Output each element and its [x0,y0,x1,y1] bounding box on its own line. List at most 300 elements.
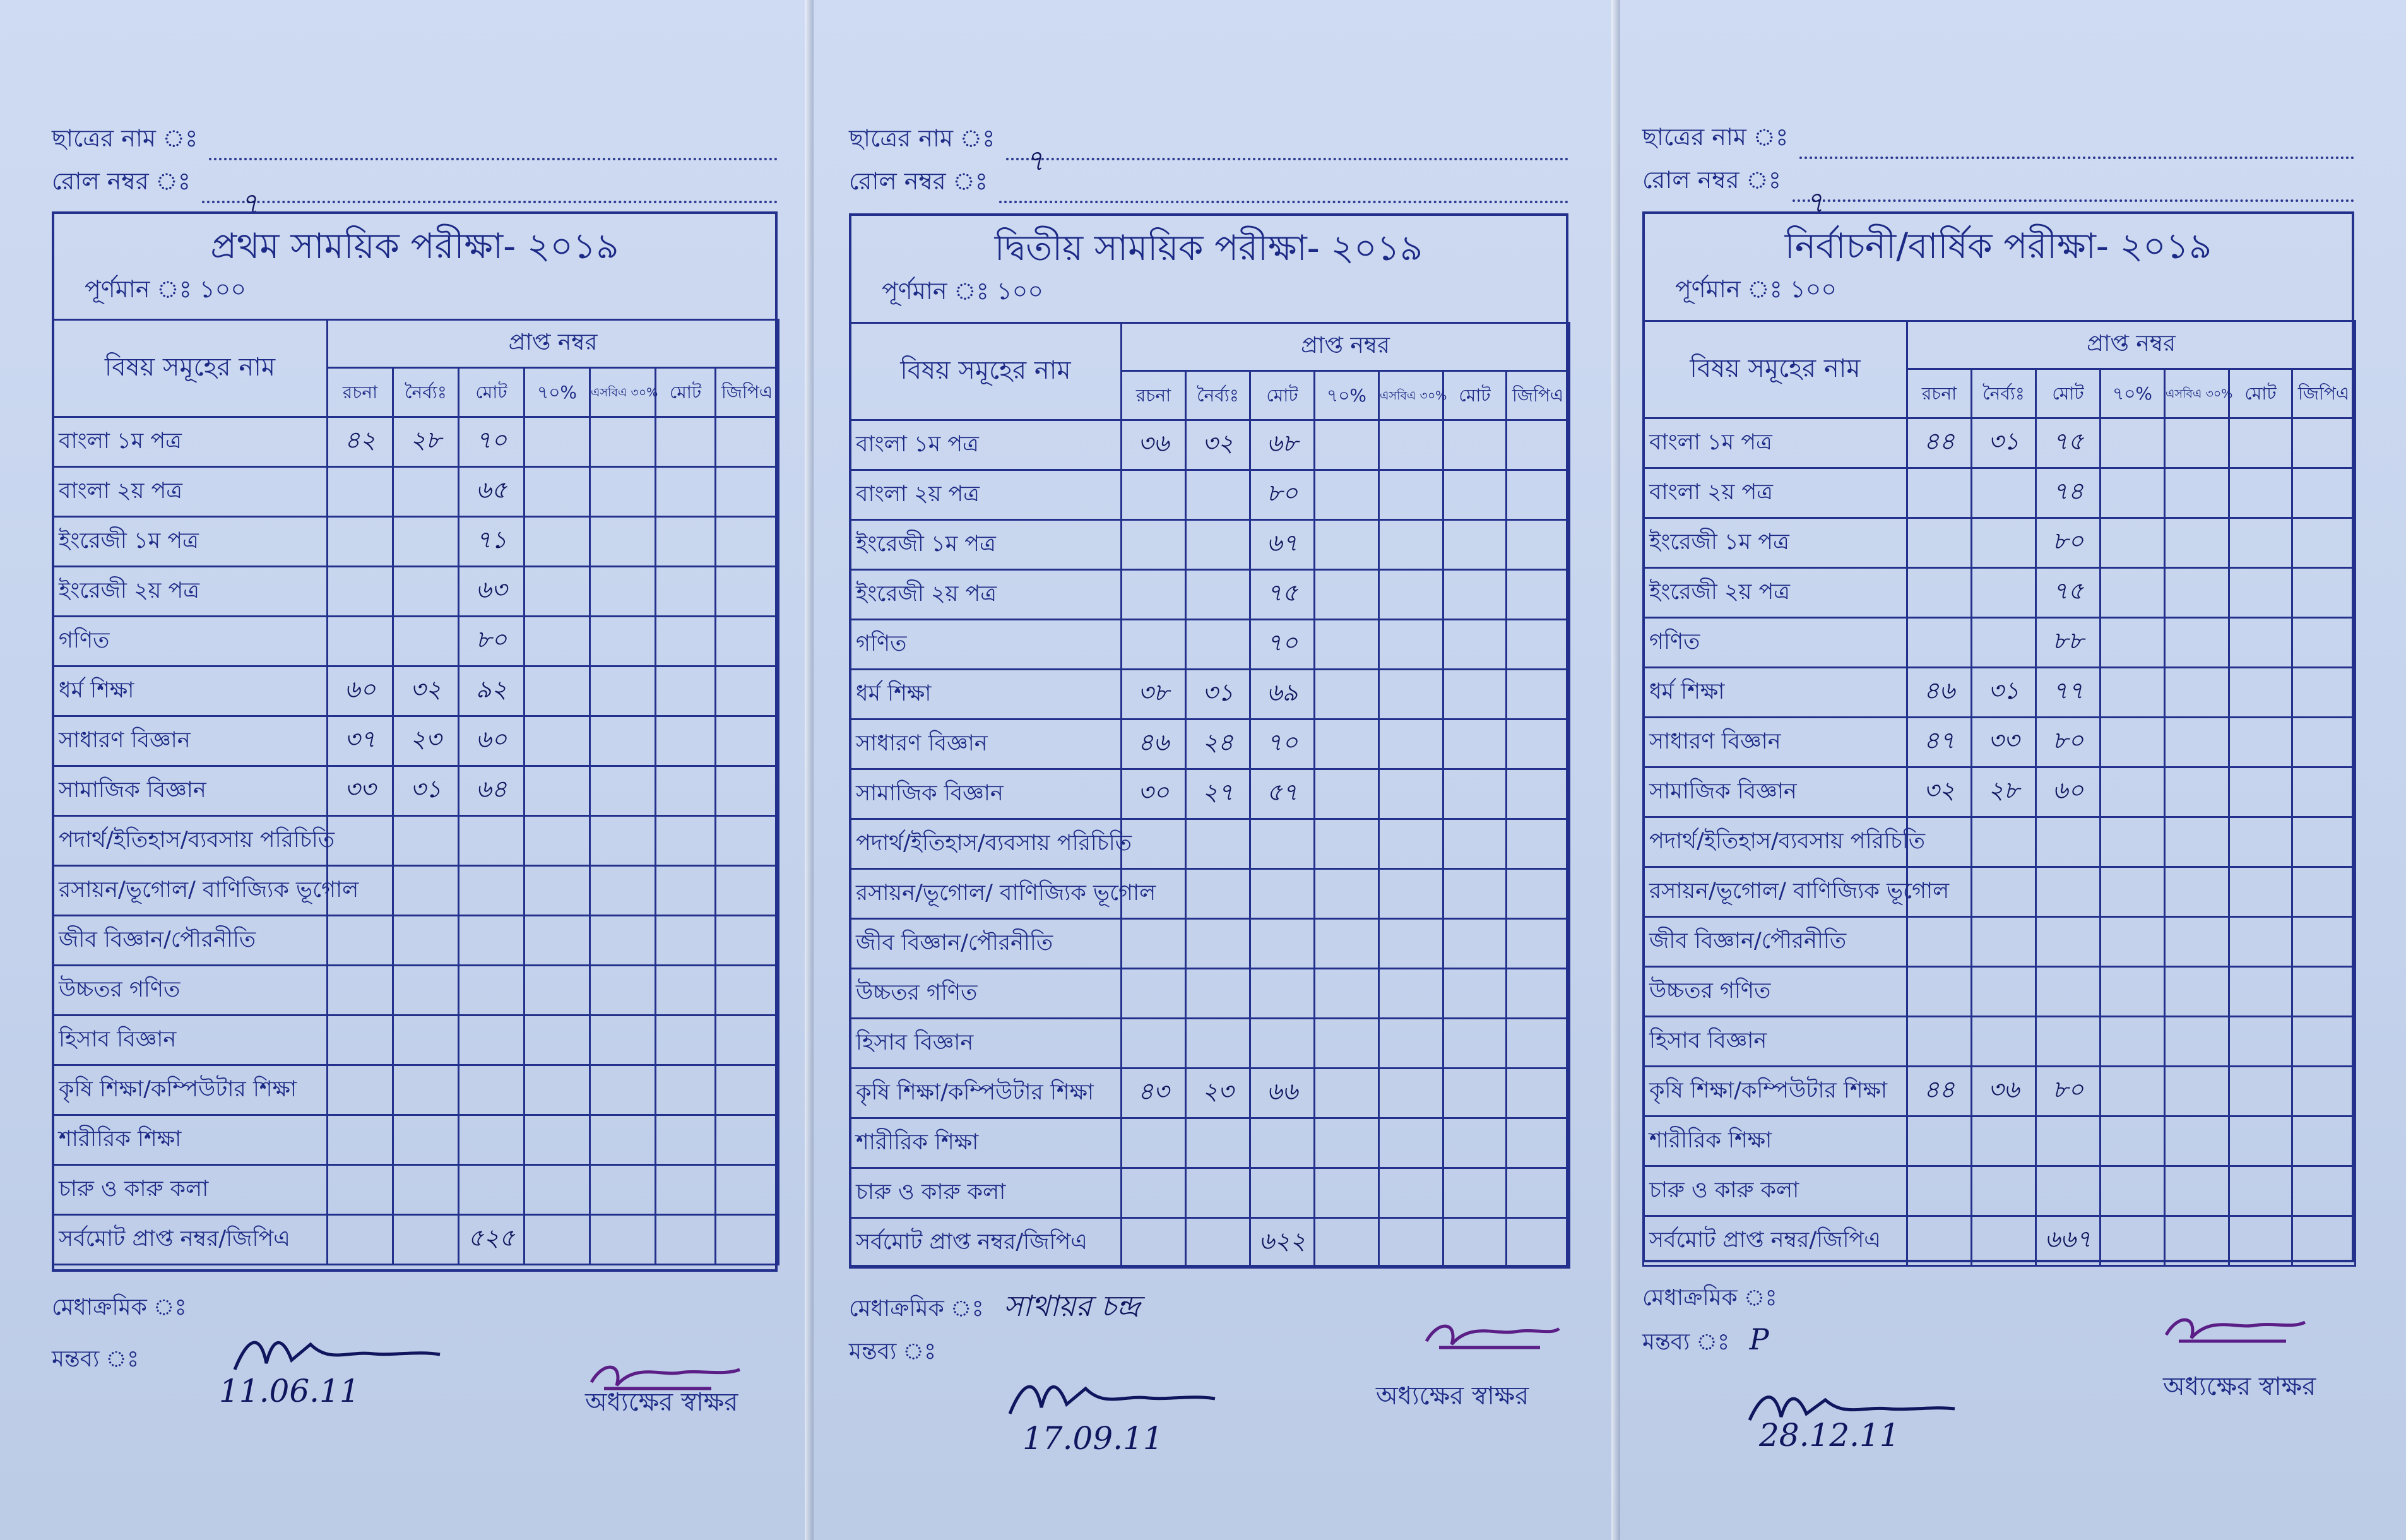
exam-title: দ্বিতীয় সাময়িক পরীক্ষা- ২০১৯ [994,228,1423,269]
empty-cell [2292,1067,2356,1116]
total-mark: ৭৫ [1250,570,1315,620]
subject-name: ইংরেজী ১ম পত্র [850,520,1122,570]
merit-field: মেধাক্রমিক ঃ [1642,1285,1777,1311]
empty-cell [590,517,656,567]
student-name-field: ছাত্রের নাম ঃ [52,120,778,160]
empty-cell [590,716,656,766]
empty-cell [2229,867,2292,917]
total-mark: ৯২ [459,666,524,716]
total-mark: ৬৪ [459,766,524,816]
empty-cell [2292,468,2356,518]
col-header-total: মোট [2036,369,2101,418]
subject-row [1644,518,2356,568]
objective-mark [393,617,459,666]
subject-row [850,919,1570,969]
essay-mark [1122,520,1186,570]
empty-cell [656,666,716,716]
essay-mark: ৪৭ [1907,718,1972,767]
exam-panel-second [849,0,1568,1540]
essay-mark [1122,470,1186,520]
empty-cell [1507,470,1570,520]
empty-cell [524,666,590,716]
essay-mark [1907,618,1972,668]
essay-mark [1907,1116,1972,1166]
empty-cell [716,1165,779,1215]
empty-cell [656,617,716,666]
empty-cell [1315,720,1379,769]
subject-row [53,816,779,866]
empty-cell [656,966,716,1016]
empty-cell [2229,1067,2292,1116]
subject-name: উচ্চতর গণিত [53,966,328,1016]
empty-cell [1443,1118,1507,1168]
obtained-marks-header: প্রাপ্ত নম্বর [1122,323,1570,371]
empty-cell [656,916,716,966]
subject-name: সর্বমোট প্রাপ্ত নম্বর/জিপিএ [53,1215,328,1265]
empty-cell [2101,1017,2165,1067]
empty-cell [524,567,590,617]
subject-name: বাংলা ২য় পত্র [53,467,328,517]
col-header-total: মোট [1250,371,1315,420]
essay-mark [328,1165,393,1215]
empty-cell [2101,1116,2165,1166]
objective-mark [1186,520,1250,570]
empty-cell [524,617,590,666]
empty-cell [1443,769,1507,819]
roll-no-field: রোল নম্বর ঃ ৭ [1642,162,2354,202]
empty-cell [1507,1019,1570,1069]
empty-cell [2101,917,2165,967]
empty-cell [2229,917,2292,967]
subject-row [850,620,1570,670]
subjects-header: বিষয় সমূহের নাম [850,323,1122,420]
subjects-header: বিষয় সমূহের নাম [53,320,328,417]
objective-mark: ৩২ [1186,420,1250,470]
empty-cell [656,417,716,467]
empty-cell [2229,468,2292,518]
subject-row [850,570,1570,620]
empty-cell [2229,668,2292,718]
empty-cell [1507,420,1570,470]
essay-mark [328,816,393,866]
subjects-header: বিষয় সমূহের নাম [1644,321,1907,418]
student-name-field: ছাত্রের নাম ঃ ৭ [849,120,1568,160]
empty-cell [1507,620,1570,670]
subject-row [1644,1017,2356,1067]
subject-name: চারু ও কারু কলা [850,1168,1122,1218]
empty-cell [2229,618,2292,668]
exam-panel-final [1642,0,2354,1540]
empty-cell [1443,720,1507,769]
subject-name: ইংরেজী ২য় পত্র [53,567,328,617]
empty-cell [2165,1166,2229,1216]
empty-cell [1315,969,1379,1019]
empty-cell [2292,1216,2356,1266]
empty-cell [716,966,779,1016]
empty-cell [524,1065,590,1115]
empty-cell [1315,1019,1379,1069]
objective-mark: ৩১ [1186,670,1250,720]
subject-row [850,969,1570,1019]
subject-row [53,417,779,467]
subject-name: বাংলা ১ম পত্র [53,417,328,467]
col-header-essay: রচনা [1907,369,1972,418]
empty-cell [656,517,716,567]
empty-cell [2165,767,2229,817]
subject-row [850,819,1570,869]
empty-cell [2229,568,2292,618]
name-line [209,139,778,160]
total-mark [2036,1166,2101,1216]
subject-row [53,517,779,567]
empty-cell [2101,418,2165,468]
subject-row [1644,718,2356,767]
subject-row [53,1016,779,1065]
empty-cell [524,517,590,567]
empty-cell [1379,869,1443,919]
marks-rows [1644,418,2356,1266]
objective-mark [1186,470,1250,520]
exam-title: নির্বাচনী/বার্ষিক পরীক্ষা- ২০১৯ [1784,226,2212,267]
objective-mark [1972,1017,2036,1067]
empty-cell [2292,668,2356,718]
empty-cell [590,816,656,866]
subject-row [53,1065,779,1115]
empty-cell [1379,919,1443,969]
objective-mark [1972,1216,2036,1266]
subject-row [850,1118,1570,1168]
empty-cell [2229,518,2292,568]
essay-mark: ৪২ [328,417,393,467]
essay-mark: ৪৪ [1907,1067,1972,1116]
grand-total-row [53,1215,779,1265]
empty-cell [2165,518,2229,568]
total-mark: ৬৯ [1250,670,1315,720]
subject-name: কৃষি শিক্ষা/কম্পিউটার শিক্ষা [1644,1067,1907,1116]
empty-cell [2165,967,2229,1017]
objective-mark [393,1215,459,1265]
objective-mark: ২৩ [393,716,459,766]
objective-mark [393,1065,459,1115]
empty-cell [1507,520,1570,570]
essay-mark [1122,620,1186,670]
subject-name: ইংরেজী ১ম পত্র [1644,518,1907,568]
essay-mark [328,966,393,1016]
empty-cell [590,1165,656,1215]
col-header-70pct: ৭০% [1315,371,1379,420]
empty-cell [1315,1069,1379,1118]
total-mark [459,866,524,916]
objective-mark [1972,518,2036,568]
total-mark: ৬৬ [1250,1069,1315,1118]
empty-cell [1379,1069,1443,1118]
fold-crease [805,0,814,1540]
empty-cell [716,1065,779,1115]
empty-cell [2292,518,2356,568]
subject-row [53,716,779,766]
objective-mark [1186,1019,1250,1069]
subject-row [850,670,1570,720]
subject-name: বাংলা ১ম পত্র [850,420,1122,470]
total-mark [1250,1168,1315,1218]
total-mark [459,966,524,1016]
subject-row [850,769,1570,819]
empty-cell [2165,917,2229,967]
essay-mark [1122,919,1186,969]
essay-mark [1122,1118,1186,1168]
objective-mark [1972,618,2036,668]
empty-cell [1507,1168,1570,1218]
total-mark: ৬২২ [1250,1218,1315,1268]
empty-cell [716,467,779,517]
objective-mark: ২৮ [393,417,459,467]
total-mark: ৮০ [2036,518,2101,568]
total-mark [1250,919,1315,969]
essay-mark: ৩৭ [328,716,393,766]
name-line [1799,138,2354,159]
empty-cell [656,716,716,766]
subject-name: সর্বমোট প্রাপ্ত নম্বর/জিপিএ [1644,1216,1907,1266]
empty-cell [524,1016,590,1065]
empty-cell [1379,1218,1443,1268]
essay-mark [328,1065,393,1115]
subject-row [1644,1116,2356,1166]
empty-cell [1443,570,1507,620]
empty-cell [2165,718,2229,767]
roll-no-value: ৭ [240,186,259,220]
objective-mark [393,866,459,916]
objective-mark: ২৪ [1186,720,1250,769]
empty-cell [2165,867,2229,917]
empty-cell [1315,1218,1379,1268]
essay-mark: ৩৬ [1122,420,1186,470]
col-header-sba: এসবিএ ৩০% [2165,369,2229,418]
subject-name: গণিত [1644,618,1907,668]
empty-cell [2101,867,2165,917]
col-header-sba: এসবিএ ৩০% [1379,371,1443,420]
subject-name: সাধারণ বিজ্ঞান [53,716,328,766]
objective-mark [1186,1118,1250,1168]
subject-row [53,617,779,666]
merit-field: মেধাক্রমিক ঃ সাথায়র চন্দ্র [849,1289,1141,1323]
essay-mark: ৩৩ [328,766,393,816]
empty-cell [2229,767,2292,817]
empty-cell [1315,1168,1379,1218]
teacher-signature [997,1370,1224,1426]
empty-cell [1507,670,1570,720]
empty-cell [1507,1118,1570,1168]
total-mark: ৭৫ [2036,418,2101,468]
roll-no-value: ৭ [1805,185,1824,219]
empty-cell [1315,420,1379,470]
empty-cell [1507,919,1570,969]
subject-row [1644,618,2356,668]
empty-cell [1507,969,1570,1019]
empty-cell [590,866,656,916]
subject-row [850,720,1570,769]
empty-cell [1379,1168,1443,1218]
essay-mark [1907,967,1972,1017]
empty-cell [656,567,716,617]
fold-crease [1611,0,1620,1540]
total-mark: ৬৩ [459,567,524,617]
subject-row [850,1168,1570,1218]
subject-row [53,567,779,617]
empty-cell [590,567,656,617]
subject-row [53,666,779,716]
empty-cell [524,1165,590,1215]
objective-mark [1186,620,1250,670]
essay-mark [328,1115,393,1165]
subject-name: কৃষি শিক্ষা/কম্পিউটার শিক্ষা [53,1065,328,1115]
objective-mark [1972,468,2036,518]
empty-cell [2101,1067,2165,1116]
empty-cell [716,916,779,966]
comment-field: মন্তব্য ঃ [52,1346,139,1372]
empty-cell [716,567,779,617]
subject-row [1644,468,2356,518]
empty-cell [1315,1118,1379,1168]
subject-name: ইংরেজী ২য় পত্র [1644,568,1907,618]
subject-name: সাধারণ বিজ্ঞান [1644,718,1907,767]
empty-cell [2165,1067,2229,1116]
marks-table [1642,320,2356,1267]
essay-mark: ৩০ [1122,769,1186,819]
empty-cell [524,716,590,766]
empty-cell [2101,718,2165,767]
total-mark [1250,1019,1315,1069]
objective-mark [393,816,459,866]
exam-title: প্রথম সাময়িক পরীক্ষা- ২০১৯ [210,226,619,267]
objective-mark: ৩২ [393,666,459,716]
essay-mark [328,916,393,966]
empty-cell [716,816,779,866]
col-header-70pct: ৭০% [2101,369,2165,418]
marks-rows [850,420,1570,1268]
student-name-value: ৭ [1025,143,1045,177]
subject-name: ইংরেজী ১ম পত্র [53,517,328,567]
essay-mark [328,1215,393,1265]
empty-cell [2292,718,2356,767]
col-header-objective: নৈর্ব্যঃ [1972,369,2036,418]
subject-name: শারীরিক শিক্ষা [1644,1116,1907,1166]
empty-cell [1379,819,1443,869]
subject-row [53,916,779,966]
total-mark: ৫৭ [1250,769,1315,819]
objective-mark [1972,1116,2036,1166]
objective-mark: ৩১ [1972,668,2036,718]
col-header-total: মোট [459,368,524,417]
subject-row [1644,418,2356,468]
empty-cell [716,1115,779,1165]
total-mark: ৬০ [2036,767,2101,817]
empty-cell [2292,867,2356,917]
subject-row [850,1019,1570,1069]
comment-field: মন্তব্য ঃ P [1642,1322,1769,1356]
empty-cell [716,517,779,567]
essay-mark: ৪৬ [1122,720,1186,769]
total-mark: ৬৭ [1250,520,1315,570]
subject-name: শারীরিক শিক্ষা [53,1115,328,1165]
empty-cell [2101,468,2165,518]
subject-row [850,1069,1570,1118]
empty-cell [1379,670,1443,720]
col-header-grand-total: মোট [1443,371,1507,420]
subject-name: বাংলা ২য় পত্র [1644,468,1907,518]
essay-mark [1907,468,1972,518]
empty-cell [1379,570,1443,620]
empty-cell [1507,1069,1570,1118]
essay-mark: ৪৬ [1907,668,1972,718]
essay-mark [328,567,393,617]
objective-mark: ৩৬ [1972,1067,2036,1116]
empty-cell [2101,1216,2165,1266]
signature-date: 28.12.11 [1759,1417,1900,1454]
total-mark: ৬৬৭ [2036,1216,2101,1266]
subject-name: ধর্ম শিক্ষা [1644,668,1907,718]
empty-cell [2165,468,2229,518]
empty-cell [716,1016,779,1065]
full-marks: পূর্ণমান ঃ ১০০ [1675,275,1837,303]
roll-no-field: রোল নম্বর ঃ ৭ [52,163,778,203]
subject-name: শারীরিক শিক্ষা [850,1118,1122,1168]
empty-cell [1379,769,1443,819]
empty-cell [2292,618,2356,668]
empty-cell [590,966,656,1016]
essay-mark [1907,917,1972,967]
subject-name: হিসাব বিজ্ঞান [53,1016,328,1065]
empty-cell [656,766,716,816]
total-mark [459,816,524,866]
objective-mark [1972,1166,2036,1216]
empty-cell [590,417,656,467]
objective-mark [1186,1168,1250,1218]
empty-cell [524,766,590,816]
empty-cell [2165,817,2229,867]
empty-cell [656,467,716,517]
essay-mark [328,467,393,517]
subject-row [1644,967,2356,1017]
empty-cell [2229,1216,2292,1266]
subject-row [53,766,779,816]
empty-cell [2292,1166,2356,1216]
comment-value: P [1749,1322,1769,1356]
empty-cell [1443,1019,1507,1069]
subject-name: জীব বিজ্ঞান/পৌরনীতি [1644,917,1907,967]
subject-row [1644,668,2356,718]
roll-line [999,182,1568,203]
empty-cell [2229,418,2292,468]
empty-cell [1315,570,1379,620]
subject-row [1644,917,2356,967]
objective-mark [1972,817,2036,867]
empty-cell [2165,1116,2229,1166]
objective-mark [1186,919,1250,969]
total-mark: ৬৮ [1250,420,1315,470]
total-mark [2036,917,2101,967]
empty-cell [1443,1218,1507,1268]
empty-cell [2292,418,2356,468]
empty-cell [2292,767,2356,817]
subject-row [1644,1067,2356,1116]
empty-cell [524,467,590,517]
total-mark: ৬৫ [459,467,524,517]
empty-cell [524,966,590,1016]
subject-name: সর্বমোট প্রাপ্ত নম্বর/জিপিএ [850,1218,1122,1268]
objective-mark [393,567,459,617]
empty-cell [590,467,656,517]
empty-cell [1379,520,1443,570]
